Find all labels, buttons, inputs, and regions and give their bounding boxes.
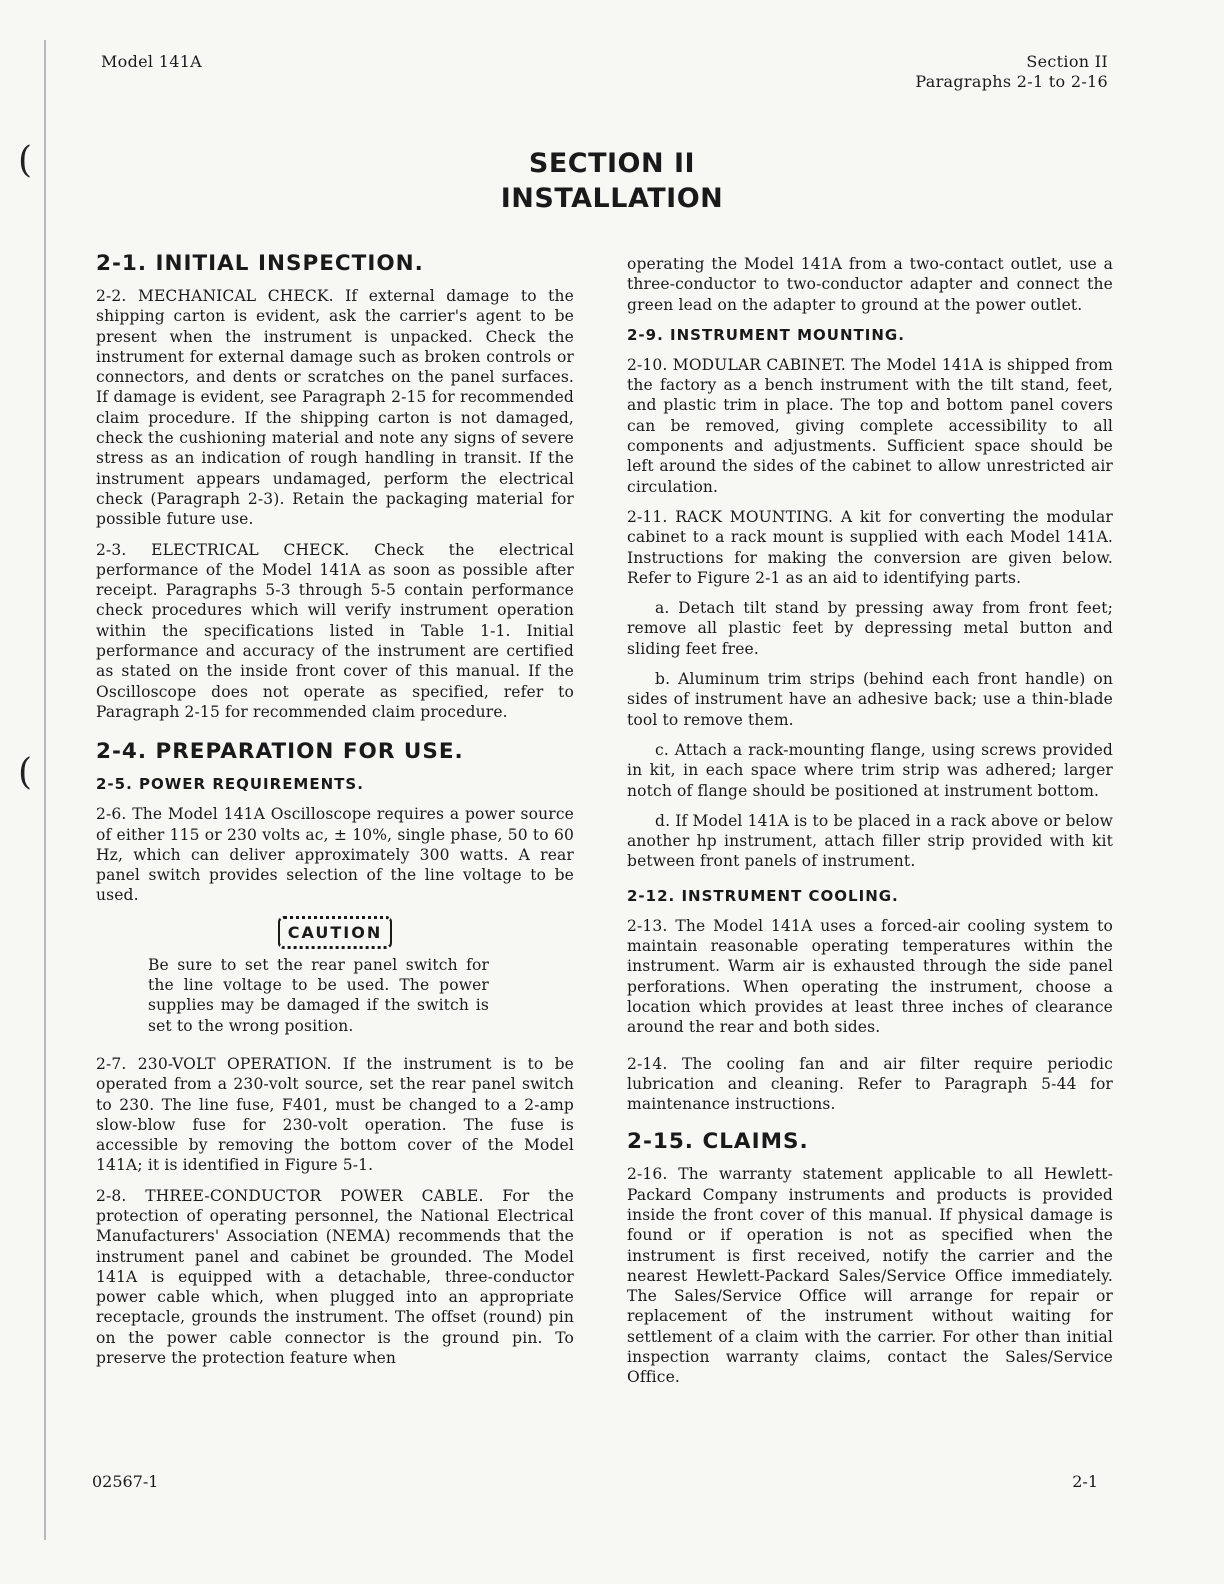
header-paragraphs: Paragraphs 2-1 to 2-16 — [915, 72, 1108, 91]
para-2-10: 2-10. MODULAR CABINET. The Model 141A is shipped from the factory as a bench instrument with the tilt stand, feet, and plastic trim in place. The top and bottom panel covers can be removed, giving complete accessibility to all components and adjustments. Sufficient space should be left around the sides of the cabinet to allow unrestricted air circulation. — [627, 355, 1113, 496]
heading-preparation-for-use: 2-4. PREPARATION FOR USE. — [96, 739, 464, 765]
document-number: 02567-1 — [92, 1472, 159, 1491]
binding-margin-line — [44, 40, 46, 1540]
para-2-16: 2-16. The warranty statement applicable to all Hewlett-Packard Company instruments and products is provided inside the front cover of this manual. If physical damage is found or if operation is not as specified when the instrument is first received, notify the carrier and the nearest Hewlett-Packard Sales/Service Office immediately. The Sales/Service Office will arrange for repair or replacement of the instrument without waiting for settlement of a claim with the carrier. For other than initial inspection warranty claims, contact the Sales/Service Office. — [627, 1165, 1113, 1387]
header-section — [915, 52, 1108, 92]
para-2-2: 2-2. MECHANICAL CHECK. If external damage to the shipping carton is evident, ask the carrier's agent to be present when the instrument is unpacked. Check the instrument for external damage such as broken controls or connectors, and dents or scratches on the panel surfaces. If damage is evident, see Paragraph 2-15 for recommended claim procedure. If the shipping carton is not damaged, check the cushioning material and note any signs of severe stress as an indication of rough handling in transit. If the instrument appears undamaged, perform the electrical check (Paragraph 2-3). Retain the packaging material for possible future use. — [96, 287, 574, 529]
heading-claims: 2-15. CLAIMS. — [627, 1129, 809, 1155]
caution-text: Be sure to set the rear panel switch for the line voltage to be used. The power supplies may be damaged if the switch is set to the wrong position. — [148, 955, 489, 1035]
para-2-11: 2-11. RACK MOUNTING. A kit for converting the modular cabinet to a rack mount is supplied with each Model 141A. Instructions for making the conversion are given below. Refer to Figure 2-1 as an aid to identifying parts. — [627, 507, 1113, 587]
step-a: a. Detach tilt stand by pressing away from front feet; remove all plastic feet by depressing metal button and sliding feet free. — [627, 599, 1113, 658]
right-column — [627, 254, 1113, 1398]
step-d: d. If Model 141A is to be placed in a rack above or below another hp instrument, attach filler strip provided with kit between front panels of instrument. — [627, 811, 1113, 871]
hole-punch-mark: ( — [18, 752, 33, 793]
hole-punch-mark: ( — [18, 140, 33, 181]
page-number: 2-1 — [1072, 1472, 1098, 1491]
title-line-2: INSTALLATION — [500, 183, 724, 214]
para-2-7: 2-7. 230-VOLT OPERATION. If the instrument is to be operated from a 230-volt source, set the rear panel switch to 230. The line fuse, F401, must be changed to a 2-amp slow-blow fuse for 230-volt operation. The fuse is accessible by removing the bottom cover of the Model 141A; it is identified in Figure 5-1. — [96, 1054, 574, 1175]
page-title — [0, 146, 1224, 216]
header-model: Model 141A — [101, 52, 203, 71]
para-2-14: 2-14. The cooling fan and air filter require periodic lubrication and cleaning. Refer to Paragraph 5-44 for maintenance instructions. — [627, 1054, 1113, 1114]
para-2-8: 2-8. THREE-CONDUCTOR POWER CABLE. For the protection of operating personnel, the National Electrical Manufacturers' Association (NEMA) recommends that the instrument panel and cabinet be grounded. The Model 141A is equipped with a detachable, three-conductor power cable which, when plugged into an appropriate receptacle, grounds the instrument. The offset (round) pin on the power cable connector is the ground pin. To preserve the protection feature when — [96, 1186, 574, 1368]
para-2-13: 2-13. The Model 141A uses a forced-air cooling system to maintain reasonable operating temperatures within the instrument. Warm air is exhausted through the side panel perforations. When operating the instrument, choose a location which provides at least three inches of clearance around the rear and both sides. — [627, 916, 1113, 1037]
heading-instrument-mounting: 2-9. INSTRUMENT MOUNTING. — [627, 325, 905, 344]
step-b: b. Aluminum trim strips (behind each front handle) on sides of instrument have an adhesive back; use a thin-blade tool to remove them. — [627, 670, 1113, 729]
caution-box — [96, 916, 574, 949]
title-line-1: SECTION II — [528, 148, 696, 179]
caution-label: CAUTION — [278, 916, 392, 949]
para-2-3: 2-3. ELECTRICAL CHECK. Check the electrical performance of the Model 141A as soon as possible after receipt. Paragraphs 5-3 through 5-5 contain performance check procedures which will verify instrument operation within the specifications listed in Table 1-1. Initial performance and accuracy of the instrument are certified as stated on the inside front cover of this manual. If the Oscilloscope does not operate as specified, refer to Paragraph 2-15 for recommended claim procedure. — [96, 540, 574, 721]
left-column — [96, 250, 574, 1378]
heading-initial-inspection: 2-1. INITIAL INSPECTION. — [96, 251, 424, 276]
para-2-6: 2-6. The Model 141A Oscilloscope requires a power source of either 115 or 230 volts ac, ± 10%, single phase, 50 to 60 Hz, which can deliver approximately 300 watts. A rear panel switch provides selection of the line voltage to be used. — [96, 805, 574, 905]
header-section-title: Section II — [1026, 52, 1108, 71]
heading-power-requirements: 2-5. POWER REQUIREMENTS. — [96, 775, 364, 794]
heading-instrument-cooling: 2-12. INSTRUMENT COOLING. — [627, 886, 899, 905]
step-c: c. Attach a rack-mounting flange, using screws provided in kit, in each space where trim strip was adhered; larger notch of flange should be positioned at instrument bottom. — [627, 740, 1113, 800]
para-2-8-continued: operating the Model 141A from a two-contact outlet, use a three-conductor to two-conductor adapter and connect the green lead on the adapter to ground at the power outlet. — [627, 255, 1113, 314]
